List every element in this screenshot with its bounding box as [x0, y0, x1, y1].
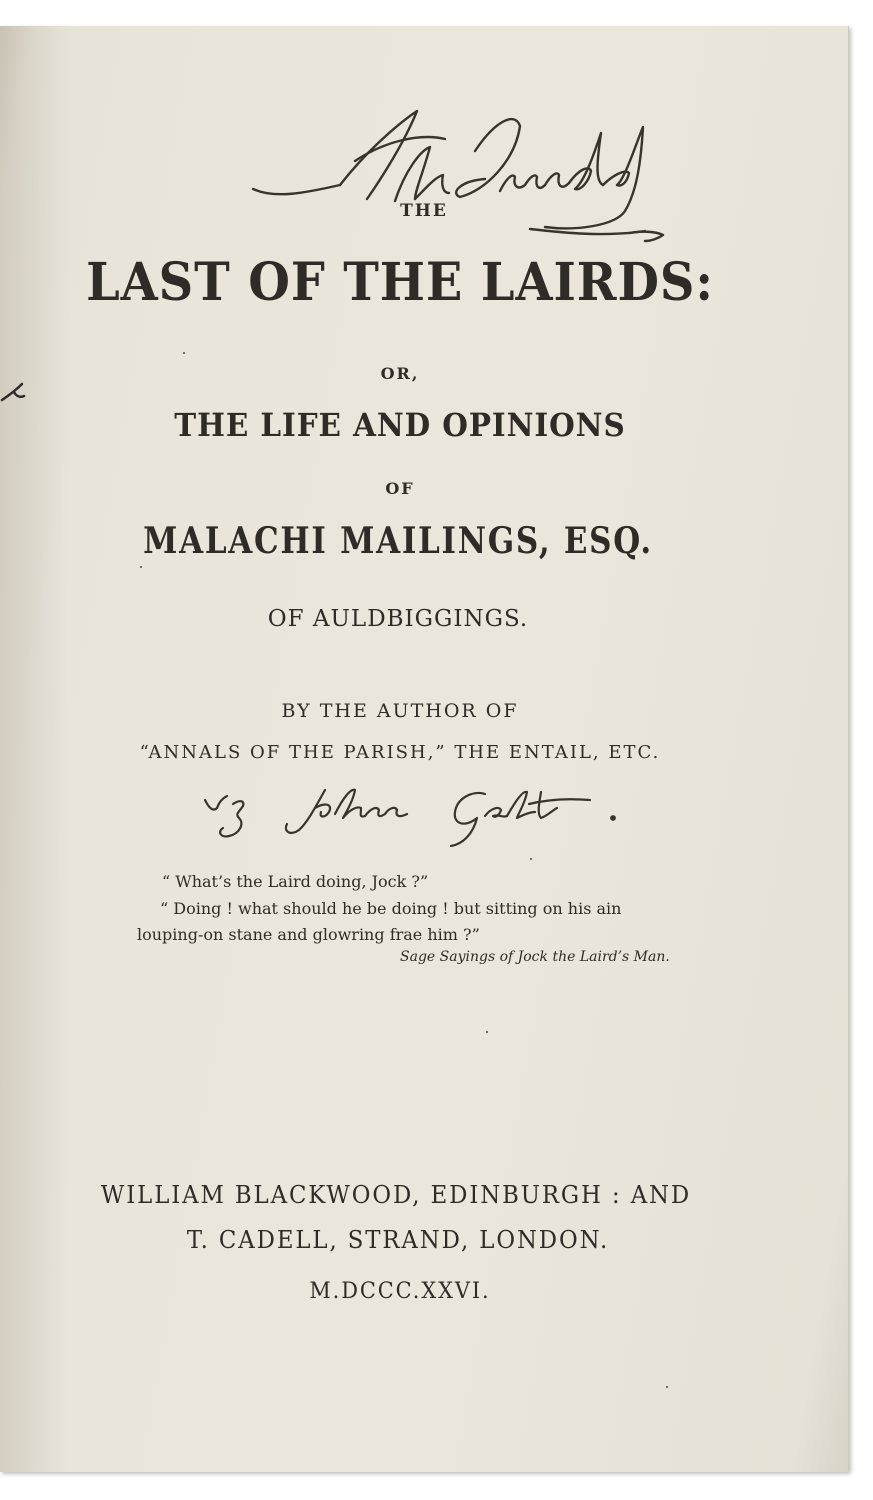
- imprint-line-1: WILLIAM BLACKWOOD, EDINBURGH : AND: [100, 1181, 692, 1209]
- epigraph-line-1: “ What’s the Laird doing, Jock ?”: [162, 872, 429, 891]
- imprint-year: M.DCCC.XXVI.: [309, 1279, 491, 1304]
- epigraph-line-3: louping-on stane and glowring frae him ?”: [137, 925, 480, 944]
- epigraph-attribution: Sage Sayings of Jock the Laird’s Man.: [400, 949, 670, 965]
- subject-name: MALACHI MAILINGS, ESQ.: [143, 520, 653, 562]
- imprint-line-2: T. CADELL, STRAND, LONDON.: [186, 1226, 610, 1254]
- paper-speck: [140, 566, 142, 568]
- subject-place: OF AULDBIGGINGS.: [267, 606, 529, 632]
- byline: BY THE AUTHOR OF: [281, 700, 519, 722]
- paper-speck: [183, 352, 185, 354]
- subtitle: THE LIFE AND OPINIONS: [174, 406, 626, 444]
- epigraph-line-2: “ Doing ! what should he be doing ! but sitting on his ain: [160, 899, 622, 918]
- book-title: LAST OF THE LAIRDS:: [86, 252, 714, 313]
- paper-speck: [486, 1031, 488, 1033]
- owner-signature: [245, 81, 675, 256]
- subtitle-of: OF: [385, 479, 415, 498]
- previous-works: “ANNALS OF THE PARISH,” THE ENTAIL, ETC.: [139, 742, 661, 763]
- paper-speck: [666, 1386, 668, 1388]
- paper-speck: [530, 858, 532, 860]
- title-page: [0, 26, 849, 1472]
- title-article: THE: [400, 201, 448, 221]
- title-conjunction: OR,: [380, 364, 420, 383]
- author-annotation: [195, 778, 635, 853]
